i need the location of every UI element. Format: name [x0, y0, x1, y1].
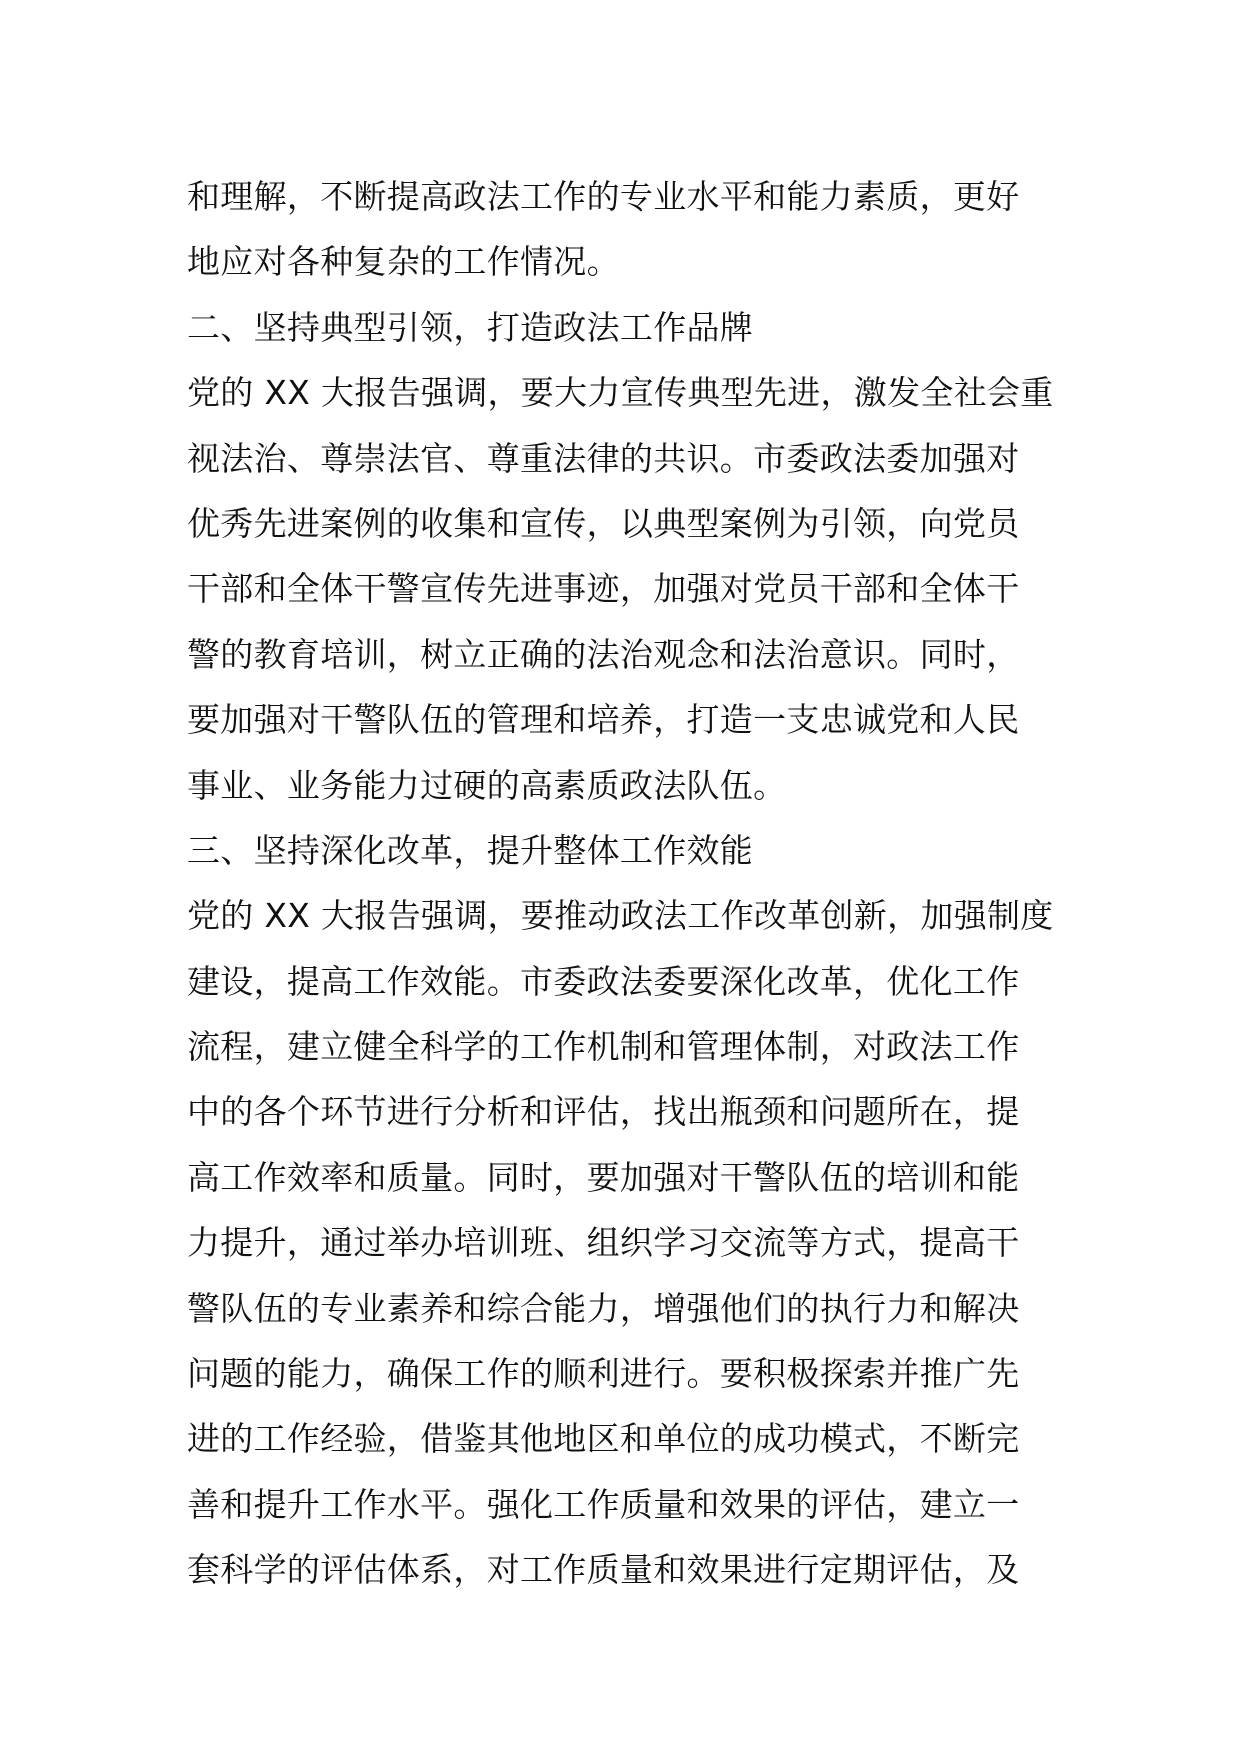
paragraph-line: 善和提升工作水平。强化工作质量和效果的评估，建立一	[187, 1484, 1020, 1524]
paragraph-line: 党的 XX 大报告强调，要推动政法工作改革创新，加强制度	[187, 896, 1054, 936]
paragraph-line: 优秀先进案例的收集和宣传，以典型案例为引领，向党员	[187, 503, 1020, 543]
paragraph-line: 中的各个环节进行分析和评估，找出瓶颈和问题所在，提	[187, 1092, 1020, 1132]
paragraph-line: 事业、业务能力过硬的高素质政法队伍。	[187, 765, 787, 805]
paragraph-line: 力提升，通过举办培训班、组织学习交流等方式，提高干	[187, 1223, 1020, 1263]
paragraph-line: 干部和全体干警宣传先进事迹，加强对党员干部和全体干	[187, 569, 1020, 609]
paragraph-line: 套科学的评估体系，对工作质量和效果进行定期评估，及	[187, 1550, 1020, 1590]
paragraph-line: 和理解，不断提高政法工作的专业水平和能力素质，更好	[187, 177, 1020, 216]
section-heading: 二、坚持典型引领，打造政法工作品牌	[187, 307, 754, 347]
paragraph-line: 要加强对干警队伍的管理和培养，打造一支忠诚党和人民	[187, 700, 1020, 740]
paragraph-line: 问题的能力，确保工作的顺利进行。要积极探索并推广先	[187, 1354, 1020, 1394]
paragraph-line: 地应对各种复杂的工作情况。	[187, 242, 620, 282]
paragraph-line: 警的教育培训，树立正确的法治观念和法治意识。同时，	[187, 634, 1020, 674]
paragraph-line: 视法治、尊崇法官、尊重法律的共识。市委政法委加强对	[187, 438, 1020, 478]
paragraph-line: 建设，提高工作效能。市委政法委要深化改革，优化工作	[187, 961, 1020, 1001]
paragraph-line: 流程，建立健全科学的工作机制和管理体制，对政法工作	[187, 1027, 1020, 1067]
paragraph-line: 党的 XX 大报告强调，要大力宣传典型先进，激发全社会重	[187, 373, 1054, 413]
paragraph-line: 高工作效率和质量。同时，要加强对干警队伍的培训和能	[187, 1157, 1020, 1197]
document-body	[187, 164, 1067, 1603]
paragraph-line: 警队伍的专业素养和综合能力，增强他们的执行力和解决	[187, 1288, 1020, 1328]
section-heading: 三、坚持深化改革，提升整体工作效能	[187, 830, 754, 870]
paragraph-line: 进的工作经验，借鉴其他地区和单位的成功模式，不断完	[187, 1419, 1020, 1459]
